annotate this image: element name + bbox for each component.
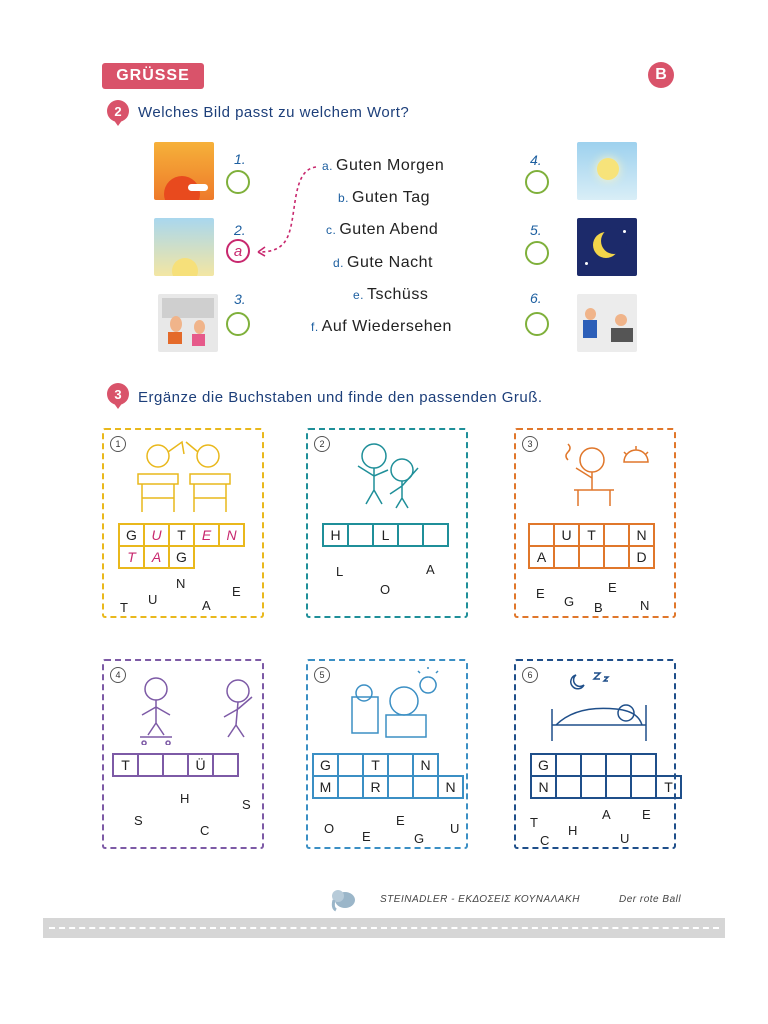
loose-letter: S (242, 797, 251, 812)
word-b: b. Guten Tag (338, 189, 431, 206)
letter-cell: H (322, 523, 349, 547)
letter-cell[interactable]: A (143, 545, 170, 569)
puzzle-card-2 (306, 428, 468, 618)
task-2-instruction: Welches Bild passt zu welchem Wort? (138, 104, 410, 121)
letter-cell: T (362, 753, 389, 777)
letter-cell: G (312, 753, 339, 777)
puzzle-card-4 (102, 659, 264, 849)
letter-row-2 (528, 545, 653, 569)
skateboard-friends-illustration (128, 675, 256, 745)
letter-cell[interactable] (630, 775, 657, 799)
letter-cell[interactable] (397, 523, 424, 547)
letter-cell[interactable] (580, 775, 607, 799)
example-connector-arrow (250, 160, 330, 260)
letter-cell: M (312, 775, 339, 799)
loose-letter: E (362, 829, 371, 844)
card-number: 2 (314, 436, 330, 452)
loose-letter: O (380, 582, 391, 597)
loose-letter: E (396, 813, 405, 828)
waving-friends-illustration (344, 438, 434, 510)
waking-up-illustration (344, 667, 444, 743)
letter-cell[interactable] (553, 545, 580, 569)
loose-letter: H (180, 791, 190, 806)
loose-letter: E (642, 807, 651, 822)
picture-number-1: 1. (234, 151, 246, 167)
letter-cell: G (168, 545, 195, 569)
letter-cell[interactable] (412, 775, 439, 799)
letter-cell: T (655, 775, 682, 799)
picture-number-2: 2. (234, 222, 246, 238)
loose-letter: A (202, 598, 211, 613)
office-goodbye-picture (577, 294, 637, 352)
loose-letter: C (200, 823, 210, 838)
loose-letter: T (530, 815, 538, 830)
bright-sun-picture (577, 142, 637, 200)
word-e: e. Tschüss (353, 286, 429, 303)
letter-cell: R (362, 775, 389, 799)
loose-letter: L (336, 564, 344, 579)
word-c: c. Guten Abend (326, 221, 439, 238)
word-f: f. Auf Wiedersehen (311, 318, 452, 335)
letter-cell[interactable] (337, 753, 364, 777)
letter-cell[interactable]: T (118, 545, 145, 569)
letter-cell[interactable] (578, 545, 605, 569)
letter-cell[interactable] (630, 753, 657, 777)
letter-row-1 (118, 523, 243, 547)
sunrise-picture (154, 142, 214, 200)
loose-letter: B (594, 600, 603, 615)
letter-cell: G (530, 753, 557, 777)
loose-letter: N (176, 576, 186, 591)
letter-cell[interactable] (580, 753, 607, 777)
card-number: 3 (522, 436, 538, 452)
loose-letter: G (414, 831, 425, 846)
letter-cell[interactable] (528, 523, 555, 547)
loose-letter: A (602, 807, 611, 822)
answer-circle-2[interactable]: a (226, 239, 250, 263)
letter-row-2 (530, 775, 680, 799)
section-tag: GRÜSSE (102, 63, 204, 89)
letter-cell[interactable]: U (143, 523, 170, 547)
letter-cell: N (437, 775, 464, 799)
loose-letter: T (120, 600, 128, 615)
letter-cell: N (628, 523, 655, 547)
letter-cell[interactable]: E (193, 523, 220, 547)
word-a: a. Guten Morgen (322, 157, 445, 174)
letter-cell[interactable] (387, 775, 414, 799)
midday-sun-picture (154, 218, 214, 276)
loose-letter: O (324, 821, 335, 836)
letter-cell: D (628, 545, 655, 569)
loose-letter: E (608, 580, 617, 595)
picture-number-6: 6. (530, 290, 542, 306)
letter-row-2 (118, 545, 193, 569)
classroom-illustration (132, 440, 236, 516)
puzzle-card-5 (306, 659, 468, 849)
letter-cell[interactable] (555, 753, 582, 777)
loose-letter: G (564, 594, 575, 609)
book-title: Der rote Ball (619, 894, 682, 905)
picture-number-5: 5. (530, 222, 542, 238)
picture-number-3: 3. (234, 291, 246, 307)
letter-row-1 (312, 753, 437, 777)
letter-cell: U (553, 523, 580, 547)
task-3-marker: 3 (107, 383, 129, 405)
night-moon-picture (577, 218, 637, 276)
picture-number-4: 4. (530, 152, 542, 168)
letter-cell[interactable] (337, 775, 364, 799)
letter-row-1 (528, 523, 653, 547)
letter-cell[interactable] (212, 753, 239, 777)
loose-letter: U (620, 831, 630, 846)
loose-letter: U (148, 592, 158, 607)
loose-letter: U (450, 821, 460, 836)
card-number: 5 (314, 667, 330, 683)
word-d: d. Gute Nacht (333, 254, 433, 271)
evening-meal-illustration (554, 438, 658, 510)
sleeping-child-illustration (546, 669, 656, 745)
letter-cell: T (112, 753, 139, 777)
loose-letter: C (540, 833, 550, 848)
loose-letter: E (536, 586, 545, 601)
letter-cell[interactable] (605, 775, 632, 799)
card-number: 4 (110, 667, 126, 683)
publisher-credit: STEINADLER - ΕΚΔΟΣΕΙΣ ΚΟΥΝΑΛΑΚΗ (380, 894, 580, 905)
letter-row-1 (530, 753, 655, 777)
footer-bar (43, 918, 725, 938)
letter-cell: T (578, 523, 605, 547)
letter-cell[interactable] (605, 753, 632, 777)
letter-cell: N (530, 775, 557, 799)
letter-cell: T (168, 523, 195, 547)
unit-badge: B (648, 62, 674, 88)
card-number: 1 (110, 436, 126, 452)
puzzle-card-6 (514, 659, 676, 849)
card-number: 6 (522, 667, 538, 683)
letter-cell: Ü (187, 753, 214, 777)
letter-cell[interactable]: N (218, 523, 245, 547)
letter-cell[interactable] (162, 753, 189, 777)
letter-cell[interactable] (347, 523, 374, 547)
letter-cell: L (372, 523, 399, 547)
puzzle-card-3 (514, 428, 676, 618)
letter-cell[interactable] (555, 775, 582, 799)
elephant-logo-icon (330, 886, 358, 912)
loose-letter: N (640, 598, 650, 613)
answer-circle-3[interactable] (226, 312, 250, 336)
goodbye-kids-picture (158, 294, 218, 352)
letter-row-1 (112, 753, 237, 777)
loose-letter: E (232, 584, 241, 599)
loose-letter: H (568, 823, 578, 838)
letter-cell: G (118, 523, 145, 547)
letter-cell[interactable] (422, 523, 449, 547)
task-3-instruction: Ergänze die Buchstaben und finde den passenden Gruß. (138, 389, 543, 406)
letter-cell[interactable] (137, 753, 164, 777)
answer-circle-5[interactable] (525, 241, 549, 265)
task-2-marker: 2 (107, 100, 129, 122)
letter-row-2 (312, 775, 462, 799)
letter-row-1 (322, 523, 447, 547)
answer-circle-4[interactable] (525, 170, 549, 194)
loose-letter: A (426, 562, 435, 577)
letter-cell[interactable] (387, 753, 414, 777)
puzzle-card-1 (102, 428, 264, 618)
letter-cell: N (412, 753, 439, 777)
letter-cell[interactable] (603, 545, 630, 569)
answer-circle-1[interactable] (226, 170, 250, 194)
answer-circle-6[interactable] (525, 312, 549, 336)
letter-cell: A (528, 545, 555, 569)
letter-cell[interactable] (603, 523, 630, 547)
loose-letter: S (134, 813, 143, 828)
